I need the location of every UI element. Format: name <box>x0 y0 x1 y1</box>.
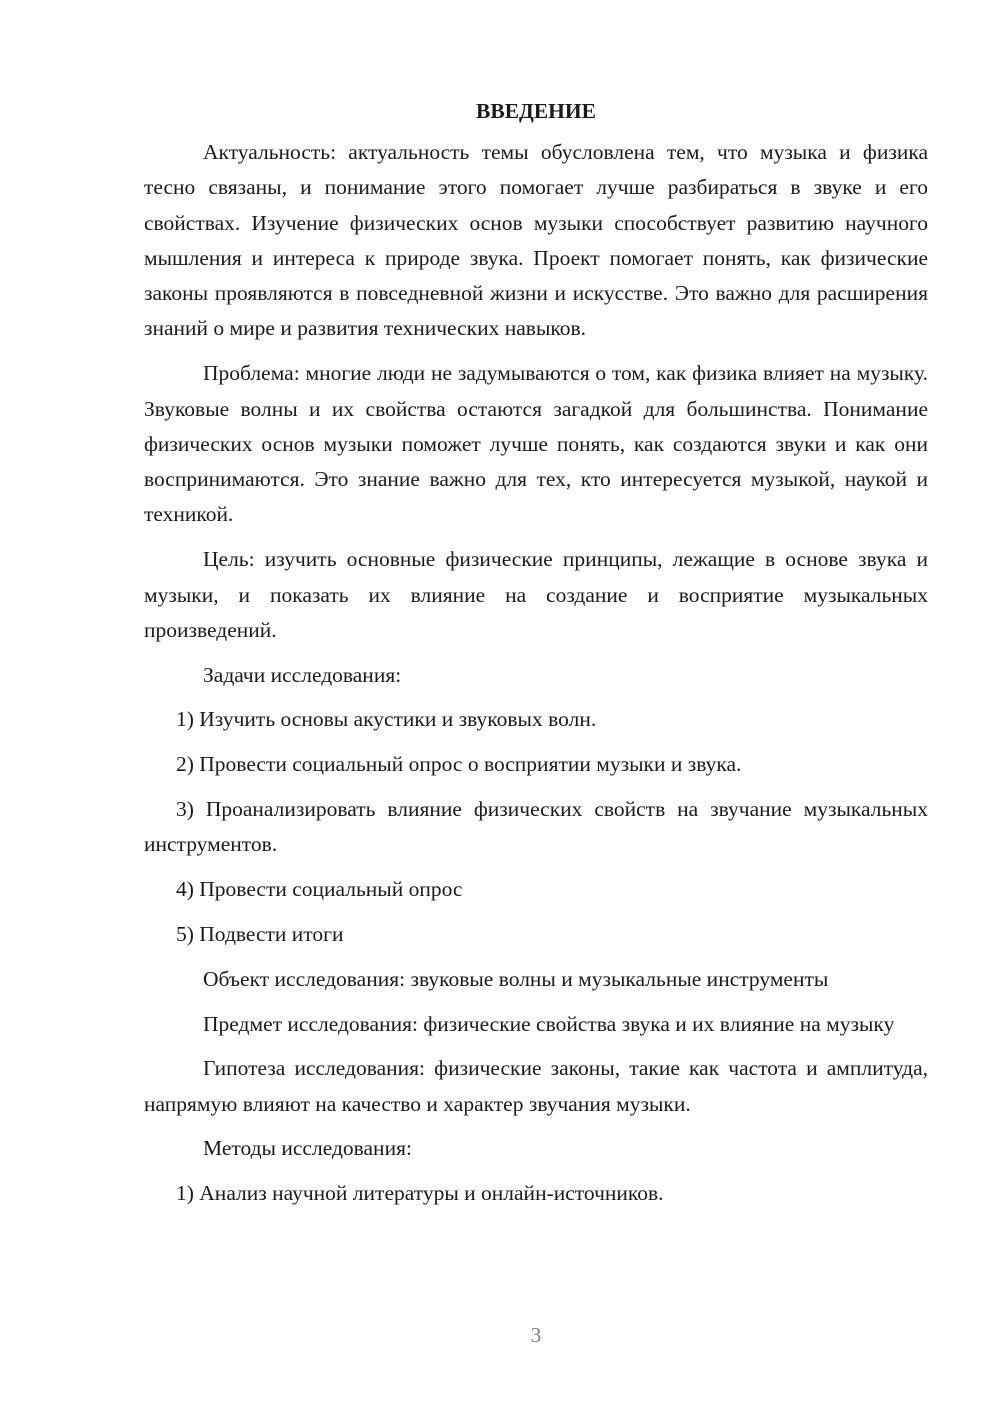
task-item: 2) Провести социальный опрос о восприятии музыки и звука. <box>176 752 742 777</box>
tasks-heading: Задачи исследования: <box>203 662 402 687</box>
paragraph-object: Объект исследования: звуковые волны и музыкальные инструменты <box>203 966 829 991</box>
document-page <box>144 96 928 1212</box>
methods-heading: Методы исследования: <box>203 1136 412 1161</box>
task-item: 5) Подвести итоги <box>176 921 344 946</box>
task-item: 1) Изучить основы акустики и звуковых волн. <box>176 707 597 732</box>
paragraph-subject: Предмет исследования: физические свойства звука и их влияние на музыку <box>203 1011 895 1036</box>
paragraph-relevance: Актуальность: актуальность темы обусловлена тем, что музыка и физика тесно связаны, и понимание этого помогает лучше разбираться в звуке и его свойствах. Изучение физических основ музыки способствует развитию научного мышления и интереса к природе звука. Проект помогает понять, как физические законы проявляются в повседневной жизни и искусстве. Это важно для расширения знаний о мире и развития технических навыков. <box>144 140 928 341</box>
section-title: ВВЕДЕНИЕ <box>476 99 596 123</box>
page-number: 3 <box>530 1323 542 1347</box>
paragraph-goal: Цель: изучить основные физические принципы, лежащие в основе звука и музыки, и показать их влияние на создание и восприятие музыкальных произведений. <box>144 547 928 642</box>
task-item: 4) Провести социальный опрос <box>176 877 463 902</box>
paragraph-problem: Проблема: многие люди не задумываются о том, как физика влияет на музыку. Звуковые волны и их свойства остаются загадкой для большинства. Понимание физических основ музыки поможет лучше понять, как создаются звуки и как они воспринимаются. Это знание важно для тех, кто интересуется музыкой, наукой и техникой. <box>144 361 928 527</box>
task-item: 3) Проанализировать влияние физических свойств на звучание музыкальных инструментов. <box>144 797 928 857</box>
method-item: 1) Анализ научной литературы и онлайн-источников. <box>176 1181 664 1206</box>
paragraph-hypothesis: Гипотеза исследования: физические законы, такие как частота и амплитуда, напрямую влияют на качество и характер звучания музыки. <box>144 1056 928 1116</box>
